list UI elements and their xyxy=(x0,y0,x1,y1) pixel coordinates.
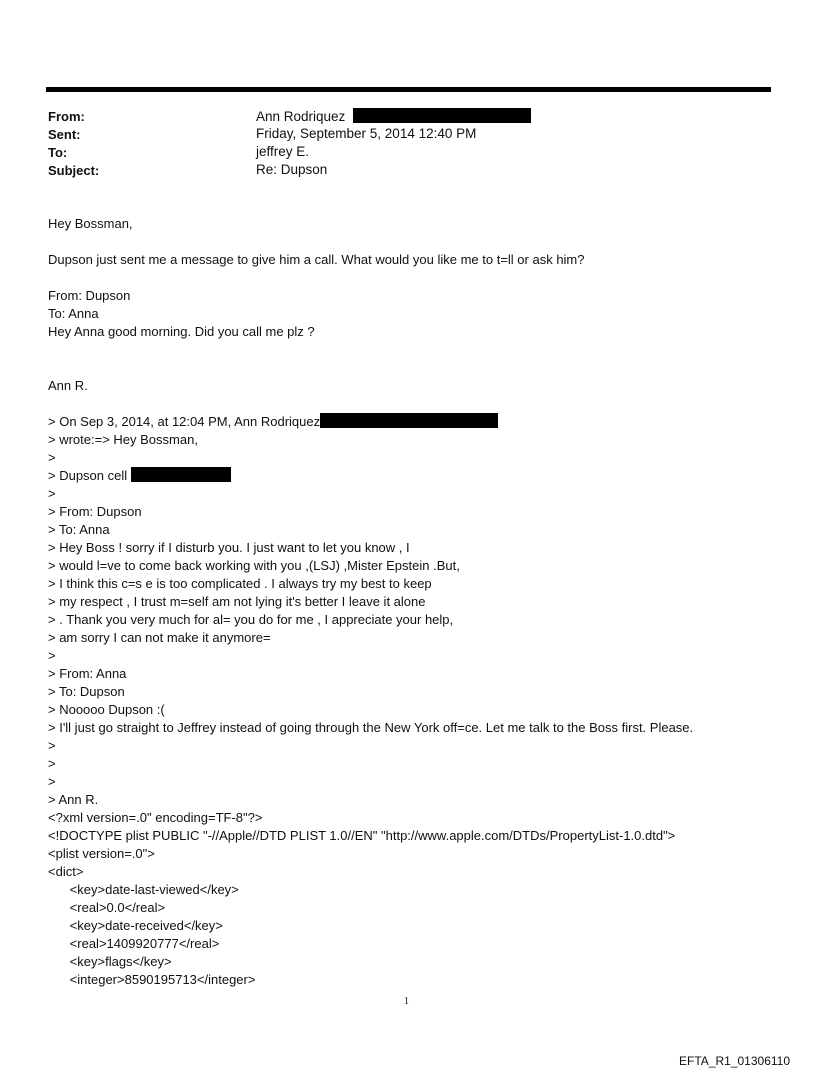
quoted-line xyxy=(48,467,778,485)
from-label: From: xyxy=(48,109,85,124)
xml-line: <real>1409920777</real> xyxy=(48,936,220,951)
xml-line: <!DOCTYPE plist PUBLIC "-//Apple//DTD PLIST 1.0//EN" "http://www.apple.com/DTDs/PropertyList-1.0.dtd"> xyxy=(48,828,676,843)
quoted-line: > From: Anna xyxy=(48,666,127,681)
quoted-line: > xyxy=(48,738,56,753)
quoted-line: > Hey Boss ! sorry if I disturb you. I just want to let you know , I xyxy=(48,540,410,555)
redaction-bar xyxy=(353,108,531,123)
subject-value: Re: Dupson xyxy=(256,162,328,177)
quoted-line: > xyxy=(48,774,56,789)
xml-line: <?xml version=.0" encoding=TF-8"?> xyxy=(48,810,263,825)
quoted-line xyxy=(48,413,778,431)
quoted-line: > Ann R. xyxy=(48,792,99,807)
bates-number: EFTA_R1_01306110 xyxy=(679,1054,790,1068)
quoted-line: > xyxy=(48,648,56,663)
greeting: Hey Bossman, xyxy=(48,216,133,231)
xml-line: <real>0.0</real> xyxy=(48,900,166,915)
xml-line: <integer>8590195713</integer> xyxy=(48,972,256,987)
quoted-line: > would l=ve to come back working with you ,(LSJ) ,Mister Epstein .But, xyxy=(48,558,460,573)
quoted-line: > xyxy=(48,756,56,771)
quoted-block xyxy=(48,431,778,467)
to-value: jeffrey E. xyxy=(256,144,310,159)
quoted-line: > Nooooo Dupson :( xyxy=(48,702,165,717)
forward-to: To: Anna xyxy=(48,306,99,321)
quoted-line: > wrote:=> Hey Bossman, xyxy=(48,432,198,447)
quoted-block xyxy=(48,485,778,809)
quoted-line: > am sorry I can not make it anymore= xyxy=(48,630,271,645)
sent-value: Friday, September 5, 2014 12:40 PM xyxy=(256,126,477,141)
quoted-line: > my respect , I trust m=self am not lying it's better I leave it alone xyxy=(48,594,426,609)
header-rule xyxy=(46,87,771,92)
quoted-line: > xyxy=(48,450,56,465)
xml-block xyxy=(48,809,778,989)
xml-line: <dict> xyxy=(48,864,84,879)
quoted-line: > To: Anna xyxy=(48,522,110,537)
quoted-header-text: > On Sep 3, 2014, at 12:04 PM, Ann Rodriquez xyxy=(48,414,321,429)
redaction-bar xyxy=(320,413,498,428)
forward-from: From: Dupson xyxy=(48,288,131,303)
from-value xyxy=(256,108,531,124)
from-name: Ann Rodriquez xyxy=(256,109,346,124)
signature: Ann R. xyxy=(48,378,88,393)
xml-line: <key>date-last-viewed</key> xyxy=(48,882,239,897)
quoted-line: > From: Dupson xyxy=(48,504,142,519)
quoted-line: > I think this c=s e is too complicated . I always try my best to keep xyxy=(48,576,432,591)
quoted-line: > xyxy=(48,486,56,501)
quoted-line: > To: Dupson xyxy=(48,684,125,699)
xml-line: <key>date-received</key> xyxy=(48,918,223,933)
quoted-line: > . Thank you very much for al= you do for me , I appreciate your help, xyxy=(48,612,454,627)
message-text: Dupson just sent me a message to give him a call. What would you like me to t=ll or ask him? xyxy=(48,252,585,267)
xml-line: <key>flags</key> xyxy=(48,954,172,969)
to-label: To: xyxy=(48,145,68,160)
quoted-cell-text: > Dupson cell xyxy=(48,468,128,483)
quoted-line: > I'll just go straight to Jeffrey instead of going through the New York off=ce. Let me talk to the Boss first. Please. xyxy=(48,720,694,735)
forward-text: Hey Anna good morning. Did you call me plz ? xyxy=(48,324,315,339)
redaction-bar xyxy=(131,467,231,482)
email-body xyxy=(48,215,778,989)
sent-label: Sent: xyxy=(48,127,81,142)
subject-label: Subject: xyxy=(48,163,100,178)
xml-line: <plist version=.0"> xyxy=(48,846,155,861)
page-number: 1 xyxy=(404,996,409,1007)
